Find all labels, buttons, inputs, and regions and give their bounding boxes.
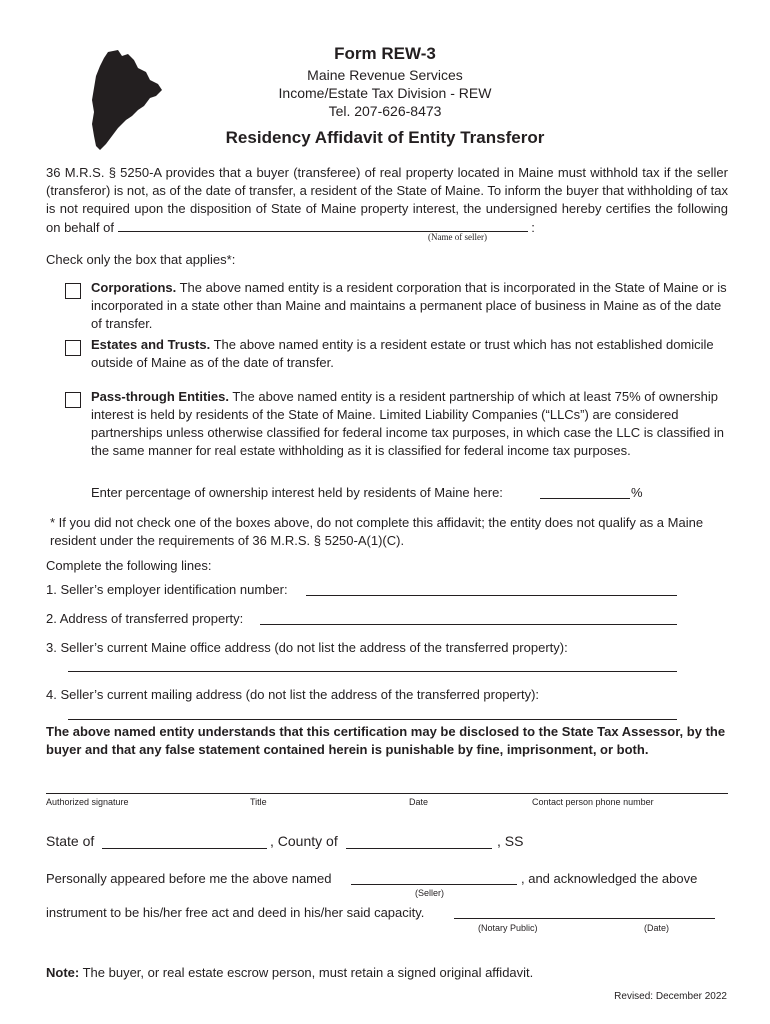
option-estates-trusts-label: Estates and Trusts. [91,337,211,352]
notary-signature-field[interactable] [454,918,715,919]
document-title: Residency Affidavit of Entity Transferor [225,128,545,147]
ein-field[interactable] [306,595,677,596]
mailing-address-field[interactable] [68,719,677,720]
complete-lines-heading: Complete the following lines: [46,558,212,573]
ein-label: 1. Seller’s employer identification number: [46,582,288,597]
phone-caption: Contact person phone number [532,797,654,807]
instrument-label: instrument to be his/her free act and deed in his/her said capacity. [46,905,425,920]
option-corporations-label: Corporations. [91,280,177,295]
option-pass-through [91,388,727,460]
agency-division: Income/Estate Tax Division - REW [278,85,492,101]
signature-line[interactable] [46,793,728,794]
notary-date-caption: (Date) [644,923,670,933]
agency-block [0,66,770,120]
transferred-address-label: 2. Address of transferred property: [46,611,244,626]
estates-trusts-checkbox[interactable] [65,340,81,356]
option-pass-through-text: The above named entity is a resident partnership of which at least 75% of ownership interest is held by residents of the State of Maine. Limited Liability Companies (“LLCs”) are considered partnerships unless otherwise classified for federal income tax purposes, in which case the LLC is classified in the same manner for real estate withholding as it is classified for federal income tax purposes. [91,389,724,458]
ss-label: , SS [497,833,524,849]
appeared-label: Personally appeared before me the above named [46,871,332,886]
retain-note [46,965,533,981]
intro-text: 36 M.R.S. § 5250-A provides that a buyer (transferee) of real property located in Maine must withhold tax if the seller (transferor) is not, as of the date of transfer, a resident of the State of Maine. To inform the buyer that withholding of tax is not required upon the disposition of State of Maine property interest, the undersigned hereby certifies the following on behalf of [46,165,728,235]
footnote: * If you did not check one of the boxes above, do not complete this affidavit; the entity does not qualify as a Maine resident under the requirements of 36 M.R.S. § 5250-A(1)(C). [50,515,704,548]
check-instruction: Check only the box that applies*: [46,252,236,267]
percentage-label: Enter percentage of ownership interest held by residents of Maine here: [91,485,503,500]
certification-statement: The above named entity understands that this certification may be disclosed to the State Tax Assessor, by the buyer and that any false statement contained herein is punishable by fine, imprisonment, or both. [46,724,726,757]
option-estates-trusts-text: The above named entity is a resident estate or trust which has not established domicile outside of Maine as of the date of transfer. [91,337,714,370]
state-field[interactable] [102,848,267,849]
option-corporations [91,279,727,333]
intro-paragraph [46,164,728,237]
appeared-seller-field[interactable] [351,884,517,885]
agency-phone: Tel. 207-626-8473 [328,103,442,119]
county-field[interactable] [346,848,492,849]
state-label: State of [46,833,95,849]
note-text: The buyer, or real estate escrow person, must retain a signed original affidavit. [79,965,534,980]
corporations-checkbox[interactable] [65,283,81,299]
option-estates-trusts [91,336,727,372]
option-pass-through-label: Pass-through Entities. [91,389,229,404]
intro-colon: : [531,220,535,235]
acknowledged-label: , and acknowledged the above [521,871,698,886]
mailing-address-label: 4. Seller’s current mailing address (do not list the address of the transferred property): [46,687,540,702]
authorized-signature-caption: Authorized signature [46,797,129,807]
transferred-address-field[interactable] [260,624,677,625]
title-caption: Title [250,797,267,807]
date-caption: Date [409,797,429,807]
notary-public-caption: (Notary Public) [478,923,538,933]
seller-caption: (Seller) [415,888,445,898]
maine-office-address-label: 3. Seller’s current Maine office address (do not list the address of the transferred property): [46,640,568,655]
note-label: Note: [46,965,80,980]
revised-date: Revised: December 2022 [614,991,727,1002]
maine-office-address-field[interactable] [68,671,677,672]
percentage-field[interactable] [540,498,630,499]
percentage-suffix: % [631,485,643,500]
option-corporations-text: The above named entity is a resident corporation that is incorporated in the State of Maine or is incorporated in a state other than Maine and maintains a permanent place of business in Maine as of the date of transfer. [91,280,727,331]
seller-name-caption: (Name of seller) [428,232,487,242]
form-title: Form REW-3 [334,44,436,63]
pass-through-checkbox[interactable] [65,392,81,408]
county-label: , County of [270,833,338,849]
seller-name-field[interactable] [118,218,528,232]
agency-name: Maine Revenue Services [307,67,463,83]
